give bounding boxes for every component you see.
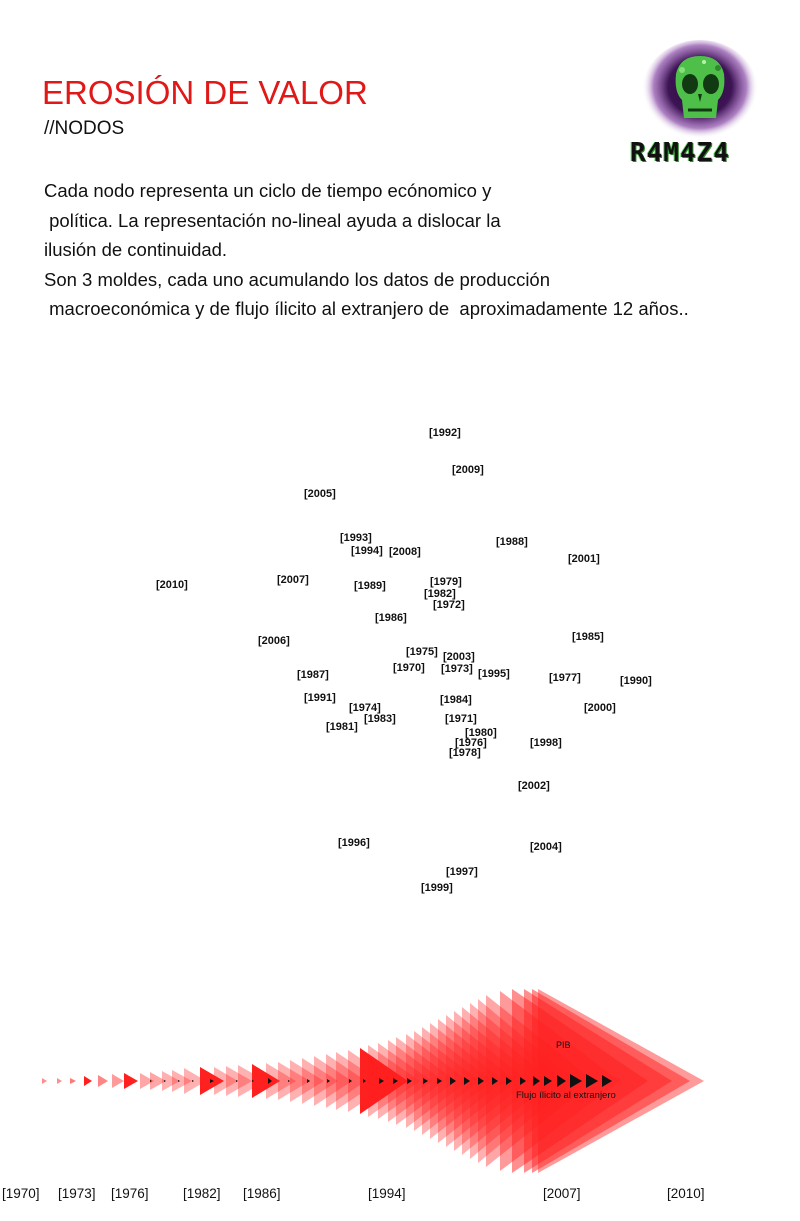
page-title: EROSIÓN DE VALOR [42,74,368,111]
pib-label: PIB [556,1040,571,1050]
node-label: [1978] [449,747,481,759]
node-label: [1970] [393,662,425,674]
node-label: [1971] [445,713,477,725]
node-label: [2008] [389,546,421,558]
node-label: [1981] [326,721,358,733]
node-label: [1987] [297,669,329,681]
flow-triangle [70,1078,76,1084]
node-label: [1997] [446,866,478,878]
node-label: [1976] [455,737,487,749]
node-label: [1979] [430,576,462,588]
node-label: [1982] [424,588,456,600]
description-text: Cada nodo representa un ciclo de tiempo ecónomico y política. La representación no-lineal ayuda a dislocar la ilusión de continuidad. Son 3 moldes, cada uno acumulando los datos de producción macroeconómica y de flujo ílicito al extranjero de aproximadamente 12 años.. [44,180,689,319]
node-label: [1983] [364,713,396,725]
timeline-tick: [1994] [368,1186,406,1201]
node-label: [1972] [433,599,465,611]
node-label: [1992] [429,427,461,439]
timeline-tick: [2010] [667,1186,705,1201]
node-label: [1986] [375,612,407,624]
node-label: [1977] [549,672,581,684]
node-label: [1975] [406,646,438,658]
flow-triangle [112,1074,124,1088]
node-label: [1985] [572,631,604,643]
node-label: [2000] [584,702,616,714]
node-label: [1998] [530,737,562,749]
node-label: [1999] [421,882,453,894]
timeline-tick: [2007] [543,1186,581,1201]
timeline-tick: [1970] [2,1186,40,1201]
flow-triangle [57,1078,62,1084]
node-label: [2001] [568,553,600,565]
node-label: [1973] [441,663,473,675]
node-label: [2004] [530,841,562,853]
timeline-tick: [1976] [111,1186,149,1201]
node-label: [1990] [620,675,652,687]
node-label: [2002] [518,780,550,792]
node-label: [2003] [443,651,475,663]
flow-triangle [124,1073,138,1089]
page-subtitle: //NODOS [44,118,125,139]
node-label: [1993] [340,532,372,544]
node-label: [2009] [452,464,484,476]
node-label: [1995] [478,668,510,680]
flujo-label: Flujo ílicito al extranjero [516,1090,616,1101]
node-label: [1996] [338,837,370,849]
node-label: [1988] [496,536,528,548]
node-label: [2005] [304,488,336,500]
node-label: [2006] [258,635,290,647]
node-label: [1980] [465,727,497,739]
node-label: [1989] [354,580,386,592]
node-label: [2010] [156,579,188,591]
timeline-tick: [1986] [243,1186,281,1201]
brand-logo-text: R4M4Z4 [630,138,730,168]
flow-triangle [84,1076,92,1086]
flow-diagram [0,980,800,1180]
timeline-tick: [1973] [58,1186,96,1201]
node-label: [1994] [351,545,383,557]
node-label: [1984] [440,694,472,706]
node-label: [1974] [349,702,381,714]
flow-triangle [98,1075,108,1087]
timeline-tick: [1982] [183,1186,221,1201]
flow-triangle [42,1078,47,1084]
timeline-axis [0,1186,800,1210]
node-label: [1991] [304,692,336,704]
node-label: [2007] [277,574,309,586]
